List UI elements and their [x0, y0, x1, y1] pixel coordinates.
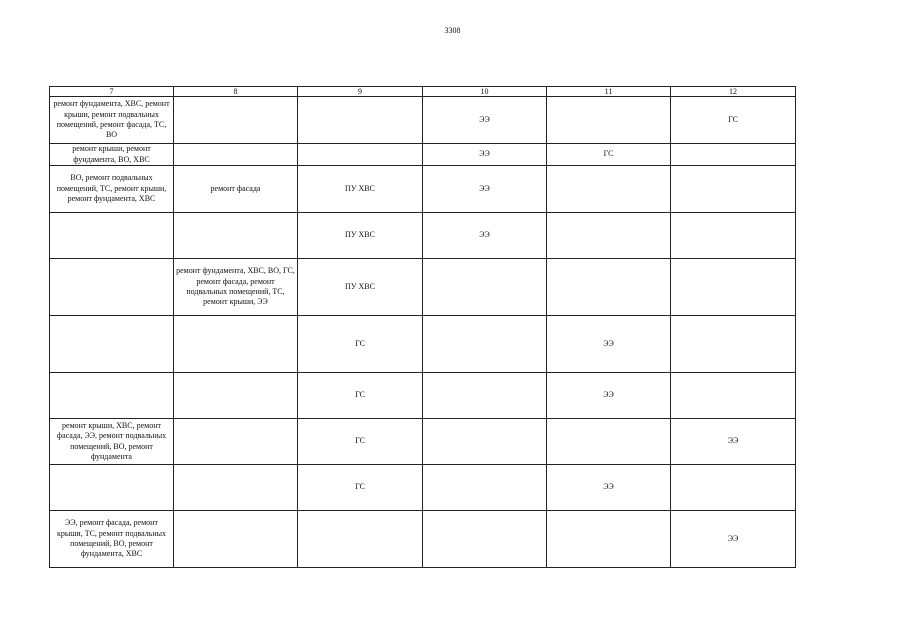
table-cell: ремонт фасада [174, 166, 298, 213]
table-cell [174, 316, 298, 373]
table-cell [50, 316, 174, 373]
table-cell: ПУ ХВС [298, 259, 423, 316]
table-cell: ГС [298, 419, 423, 465]
column-header: 11 [547, 87, 671, 97]
table-row [50, 511, 796, 568]
table-cell [298, 511, 423, 568]
table-cell: ЭЭ [547, 316, 671, 373]
table-cell [50, 213, 174, 259]
page-number: 3308 [444, 26, 461, 35]
table-cell: ЭЭ [423, 97, 547, 144]
table-cell: ГС [298, 465, 423, 511]
table-row [50, 419, 796, 465]
table-row [50, 373, 796, 419]
table-cell [547, 511, 671, 568]
table-cell [174, 144, 298, 166]
table-cell [423, 419, 547, 465]
table-cell [50, 259, 174, 316]
table-row [50, 465, 796, 511]
table-cell: ГС [298, 373, 423, 419]
table-cell [671, 316, 796, 373]
table-row [50, 144, 796, 166]
table-cell [174, 213, 298, 259]
table-cell: ГС [298, 316, 423, 373]
table-cell [50, 373, 174, 419]
table-row [50, 97, 796, 144]
table-cell: ЭЭ [423, 213, 547, 259]
table-cell: ЭЭ, ремонт фасада, ремонт крыши, ТС, ремонт подвальных помещений, ВО, ремонт фундамента, ХВС [50, 511, 174, 568]
table-cell [423, 259, 547, 316]
table-cell: ЭЭ [671, 419, 796, 465]
table-cell [298, 97, 423, 144]
table-cell [547, 419, 671, 465]
table-cell: ГС [671, 97, 796, 144]
table-cell [174, 373, 298, 419]
table-cell: ПУ ХВС [298, 166, 423, 213]
table-header-row [50, 87, 796, 97]
table-cell [671, 166, 796, 213]
table-cell [423, 465, 547, 511]
table-row [50, 213, 796, 259]
column-header: 12 [671, 87, 796, 97]
table-cell [50, 465, 174, 511]
table-cell [174, 465, 298, 511]
table-cell [671, 144, 796, 166]
table-cell [423, 373, 547, 419]
table-cell: ГС [547, 144, 671, 166]
table-cell [174, 511, 298, 568]
table-cell: ЭЭ [547, 373, 671, 419]
table-cell [671, 213, 796, 259]
table-cell: ЭЭ [423, 166, 547, 213]
table-cell [423, 511, 547, 568]
table-row [50, 259, 796, 316]
table-cell [671, 259, 796, 316]
table-cell: ЭЭ [671, 511, 796, 568]
table-cell: ремонт фундамента, ХВС, ремонт крыши, ремонт подвальных помещений, ремонт фасада, ТС, ВО [50, 97, 174, 144]
table-cell [547, 166, 671, 213]
table-row [50, 166, 796, 213]
works-table [49, 86, 796, 568]
table-cell: ПУ ХВС [298, 213, 423, 259]
table-cell [547, 97, 671, 144]
table-cell [298, 144, 423, 166]
table-cell [547, 259, 671, 316]
column-header: 9 [298, 87, 423, 97]
table-row [50, 316, 796, 373]
table-cell [671, 373, 796, 419]
table-cell [174, 419, 298, 465]
table-cell: ремонт фундамента, ХВС, ВО, ГС, ремонт фасада, ремонт подвальных помещений, ТС, ремонт крыши, ЭЭ [174, 259, 298, 316]
column-header: 10 [423, 87, 547, 97]
table-cell: ремонт крыши, ремонт фундамента, ВО, ХВС [50, 144, 174, 166]
table-cell [174, 97, 298, 144]
column-header: 7 [50, 87, 174, 97]
table-cell [423, 316, 547, 373]
column-header: 8 [174, 87, 298, 97]
table-cell [547, 213, 671, 259]
table-cell [671, 465, 796, 511]
table-cell: ВО, ремонт подвальных помещений, ТС, ремонт крыши, ремонт фундамента, ХВС [50, 166, 174, 213]
table-cell: ЭЭ [423, 144, 547, 166]
table-cell: ремонт крыши, ХВС, ремонт фасада, ЭЭ, ремонт подвальных помещений, ВО, ремонт фундамента [50, 419, 174, 465]
table-cell: ЭЭ [547, 465, 671, 511]
